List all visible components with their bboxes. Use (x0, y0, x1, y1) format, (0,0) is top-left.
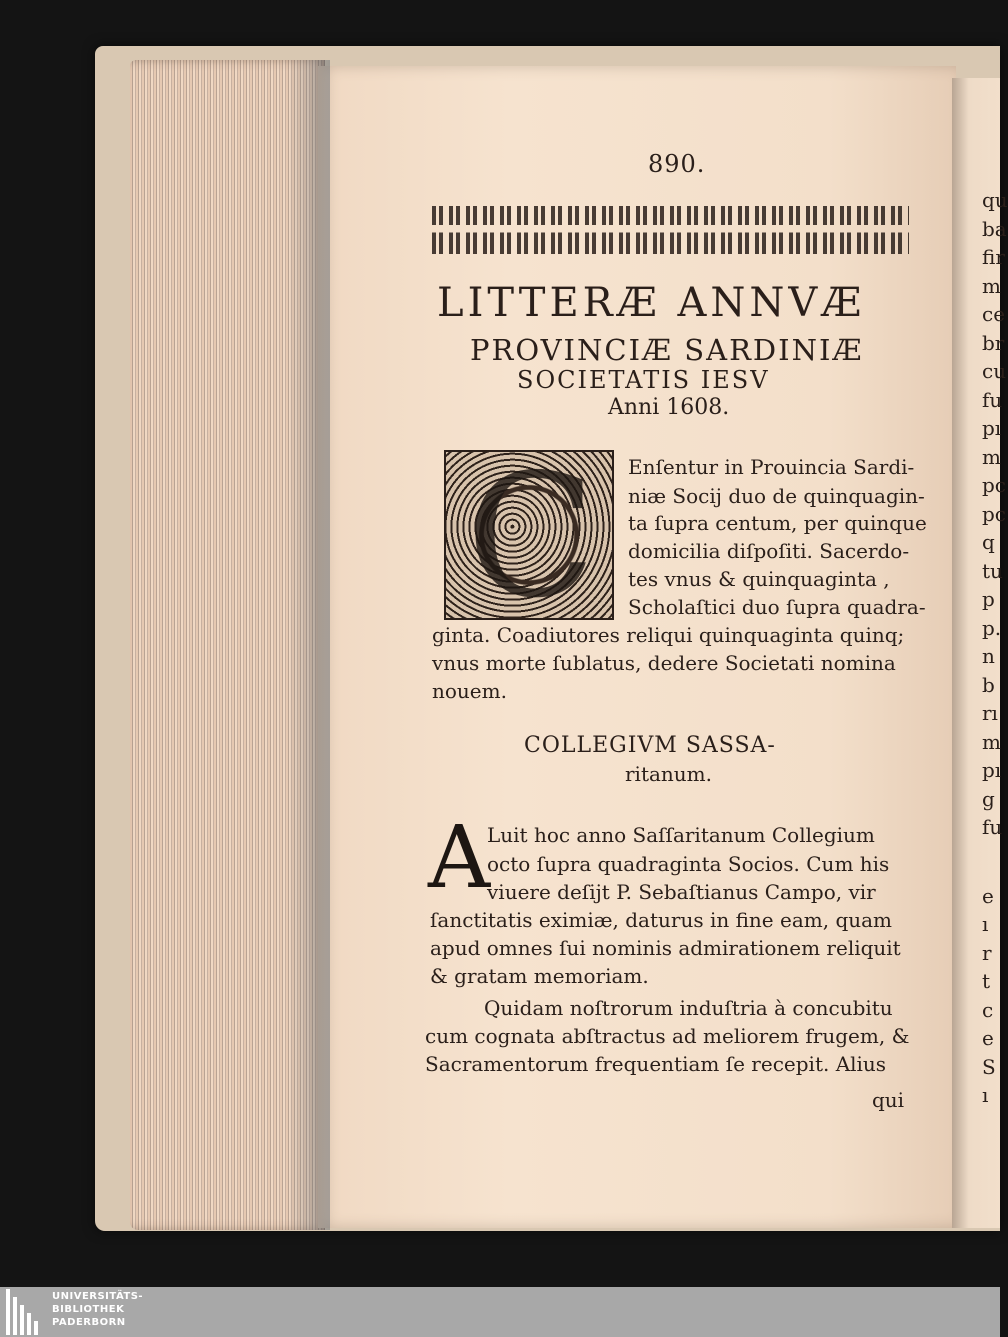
intro-line: Enſentur in Prouincia Sardi- (628, 455, 915, 479)
body-line: & gratam memoriam. (430, 964, 649, 988)
intro-line: domicilia diſpoſiti. Sacerdo- (628, 539, 910, 563)
next-page-fragment: cu (982, 359, 1007, 383)
intro-line: ta ſupra centum, per quinque (628, 511, 927, 535)
next-page-fragment: pc (982, 473, 1007, 497)
title-line-4: Anni 1608. (608, 395, 730, 420)
next-page-fragment: pı (982, 758, 1002, 782)
next-page-fragment: g (982, 786, 995, 811)
footer-bar (0, 1287, 1000, 1337)
body-line: Sacramentorum frequentiam ſe recepit. Alius (425, 1052, 887, 1076)
intro-line: nouem. (432, 679, 507, 703)
intro-line: vnus morte ſublatus, dedere Societati nomina (432, 651, 896, 675)
body-line: Quidam noſtrorum induſtria à concubitu (484, 996, 893, 1020)
next-page-fragment: pı (982, 416, 1002, 440)
intro-line: niæ Socij duo de quinquagin- (628, 484, 925, 508)
decorated-initial (444, 438, 614, 636)
decorated-initial-letter: C (465, 438, 597, 636)
next-page-fragment: q (982, 530, 995, 554)
next-page-fragment: ce (982, 302, 1006, 326)
next-page-fragment: br (982, 330, 1005, 355)
next-page-fragment: qu (982, 188, 1008, 212)
next-page-fragment: fu (982, 387, 1003, 412)
library-name-line-3: PADERBORN (52, 1317, 126, 1328)
body-line: ſanctitatis eximiæ, daturus in fine eam, quam (430, 908, 893, 932)
body-line: apud omnes ſui nominis admirationem reliquit (430, 936, 901, 960)
body-line: Luit hoc anno Saſſaritanum Collegium (487, 823, 875, 847)
next-page-fragment: p (982, 587, 995, 611)
next-page-fragment: pc (982, 501, 1007, 526)
body-line: octo ſupra quadraginta Socios. Cum his (487, 852, 890, 876)
next-page-fragment: S (982, 1054, 996, 1079)
next-page-fragment: m (982, 729, 1001, 754)
title-line-1: LITTERÆ ANNVÆ (437, 280, 866, 326)
intro-line: ginta. Coadiutores reliqui quinquaginta quinq; (432, 623, 905, 647)
next-page-fragment: b (982, 672, 995, 697)
next-page-fragment: r (982, 940, 992, 965)
initial-letter: A (428, 808, 491, 908)
section-heading-cont: ritanum. (625, 762, 713, 786)
gutter-shadow (290, 60, 330, 1230)
next-page-fragment: m (982, 273, 1001, 298)
ornament-band (432, 206, 909, 254)
right-page-fragment (952, 78, 1008, 1228)
catchword: qui (872, 1088, 905, 1112)
next-page-fragment: fir (982, 245, 1005, 269)
next-page-fragment: ı (982, 1083, 989, 1107)
next-page-fragment: n (982, 644, 995, 668)
next-page-fragment: tu (982, 558, 1003, 583)
next-page-fragment: fu (982, 815, 1003, 839)
library-logo-icon (6, 1289, 44, 1335)
intro-line: Scholaſtici duo ſupra quadra- (628, 595, 926, 619)
library-name-line-2: BIBLIOTHEK (52, 1304, 125, 1315)
page-number: 890. (648, 150, 706, 178)
next-page-fragment: e (982, 1026, 994, 1050)
intro-line: tes vnus & quinquaginta , (628, 567, 890, 591)
body-line: viuere deſijt P. Sebaſtianus Campo, vir (487, 880, 876, 904)
next-page-fragment: t (982, 969, 991, 993)
title-line-3: SOCIETATIS IESV (517, 366, 770, 394)
next-page-fragment: c (982, 997, 994, 1022)
next-page-fragment: m (982, 444, 1001, 469)
next-page-fragment: e (982, 883, 994, 908)
section-heading: COLLEGIVM SASSA- (524, 733, 776, 758)
next-page-fragment: ı (982, 912, 989, 936)
next-page-fragment: p. (982, 615, 1002, 640)
library-name-line-1: UNIVERSITÄTS- (52, 1291, 144, 1302)
next-page-fragment: ba (982, 216, 1007, 241)
body-line: cum cognata abſtractus ad meliorem frugem, & (425, 1024, 910, 1048)
next-page-fragment: rı (982, 701, 998, 725)
title-line-2: PROVINCIÆ SARDINIÆ (470, 333, 864, 367)
